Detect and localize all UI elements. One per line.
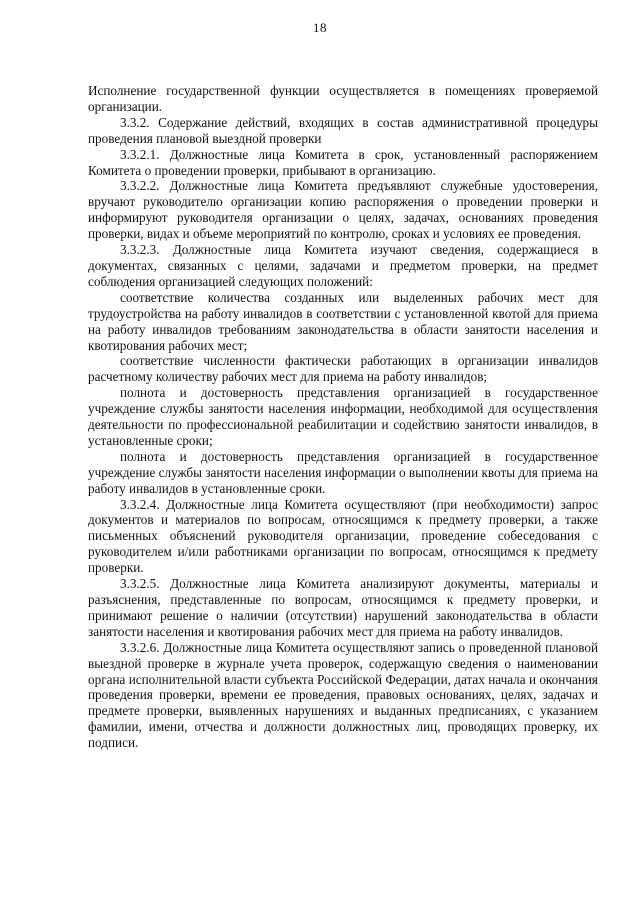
list-paragraph: соответствие численности фактически работающих в организации инвалидов расчетному количеству рабочих мест для приема на работу инвалидов;: [88, 353, 598, 385]
paragraph: 3.3.2.2. Должностные лица Комитета предъявляют служебные удостоверения, вручают руководителю организации копию распоряжения о проведении проверки и информируют руководителя организации о целях, задачах, основаниях проведения проверки, видах и объеме мероприятий по контролю, сроках и условиях ее проведения.: [88, 178, 598, 242]
document-body: [88, 83, 598, 751]
paragraph: 3.3.2.1. Должностные лица Комитета в срок, установленный распоряжением Комитета о проведении проверки, прибывают в организацию.: [88, 146, 598, 178]
paragraph: 3.3.2.6. Должностные лица Комитета осуществляют запись о проведенной плановой выездной проверке в журнале учета проверок, содержащую сведения о наименовании органа исполнительной власти субъекта Российской Федерации, датах начала и окончания проведения проверки, времени ее проведения, правовых основаниях, целях, задачах и предмете проверки, выявленных нарушениях и выданных предписаниях, с указанием фамилии, имени, отчества и должности должностных лиц, проводящих проверку, их подписи.: [88, 639, 598, 751]
paragraph: 3.3.2.3. Должностные лица Комитета изучают сведения, содержащиеся в документах, связанных с целями, задачами и предметом проверки, на предмет соблюдения организацией следующих положений:: [88, 242, 598, 289]
list-paragraph: полнота и достоверность представления организацией в государственное учреждение службы занятости населения информации о выполнении квоты для приема на работу инвалидов в установленные сроки.: [88, 448, 598, 496]
page-number: 18: [313, 20, 327, 35]
paragraph: 3.3.2.5. Должностные лица Комитета анализируют документы, материалы и разъяснения, представленные по вопросам, относящимся к предмету проверки, и принимают решение о наличии (отсутствии) нарушений законодательства в области занятости населения и квотирования рабочих мест для приема на работу инвалидов.: [88, 576, 598, 639]
paragraph: Исполнение государственной функции осуществляется в помещениях проверяемой организации.: [88, 83, 598, 114]
list-paragraph: полнота и достоверность представления организацией в государственное учреждение службы занятости населения информации, необходимой для осуществления деятельности по профессиональной реабилитации и содействию занятости инвалидов, в установленные сроки;: [88, 385, 598, 448]
paragraph: 3.3.2. Содержание действий, входящих в состав административной процедуры проведения плановой выездной проверки: [88, 114, 598, 146]
list-paragraph: соответствие количества созданных или выделенных рабочих мест для трудоустройства на работу инвалидов в соответствии с установленной квотой для приема на работу инвалидов требованиям законодательства в области занятости населения и квотирования рабочих мест;: [88, 289, 598, 353]
paragraph: 3.3.2.4. Должностные лица Комитета осуществляют (при необходимости) запрос документов и материалов по вопросам, относящимся к предмету проверки, а также письменных объяснений руководителя организации, проведение собеседования с руководителем и/или работниками организации по вопросам, относящимся к предмету проверки.: [88, 496, 598, 576]
